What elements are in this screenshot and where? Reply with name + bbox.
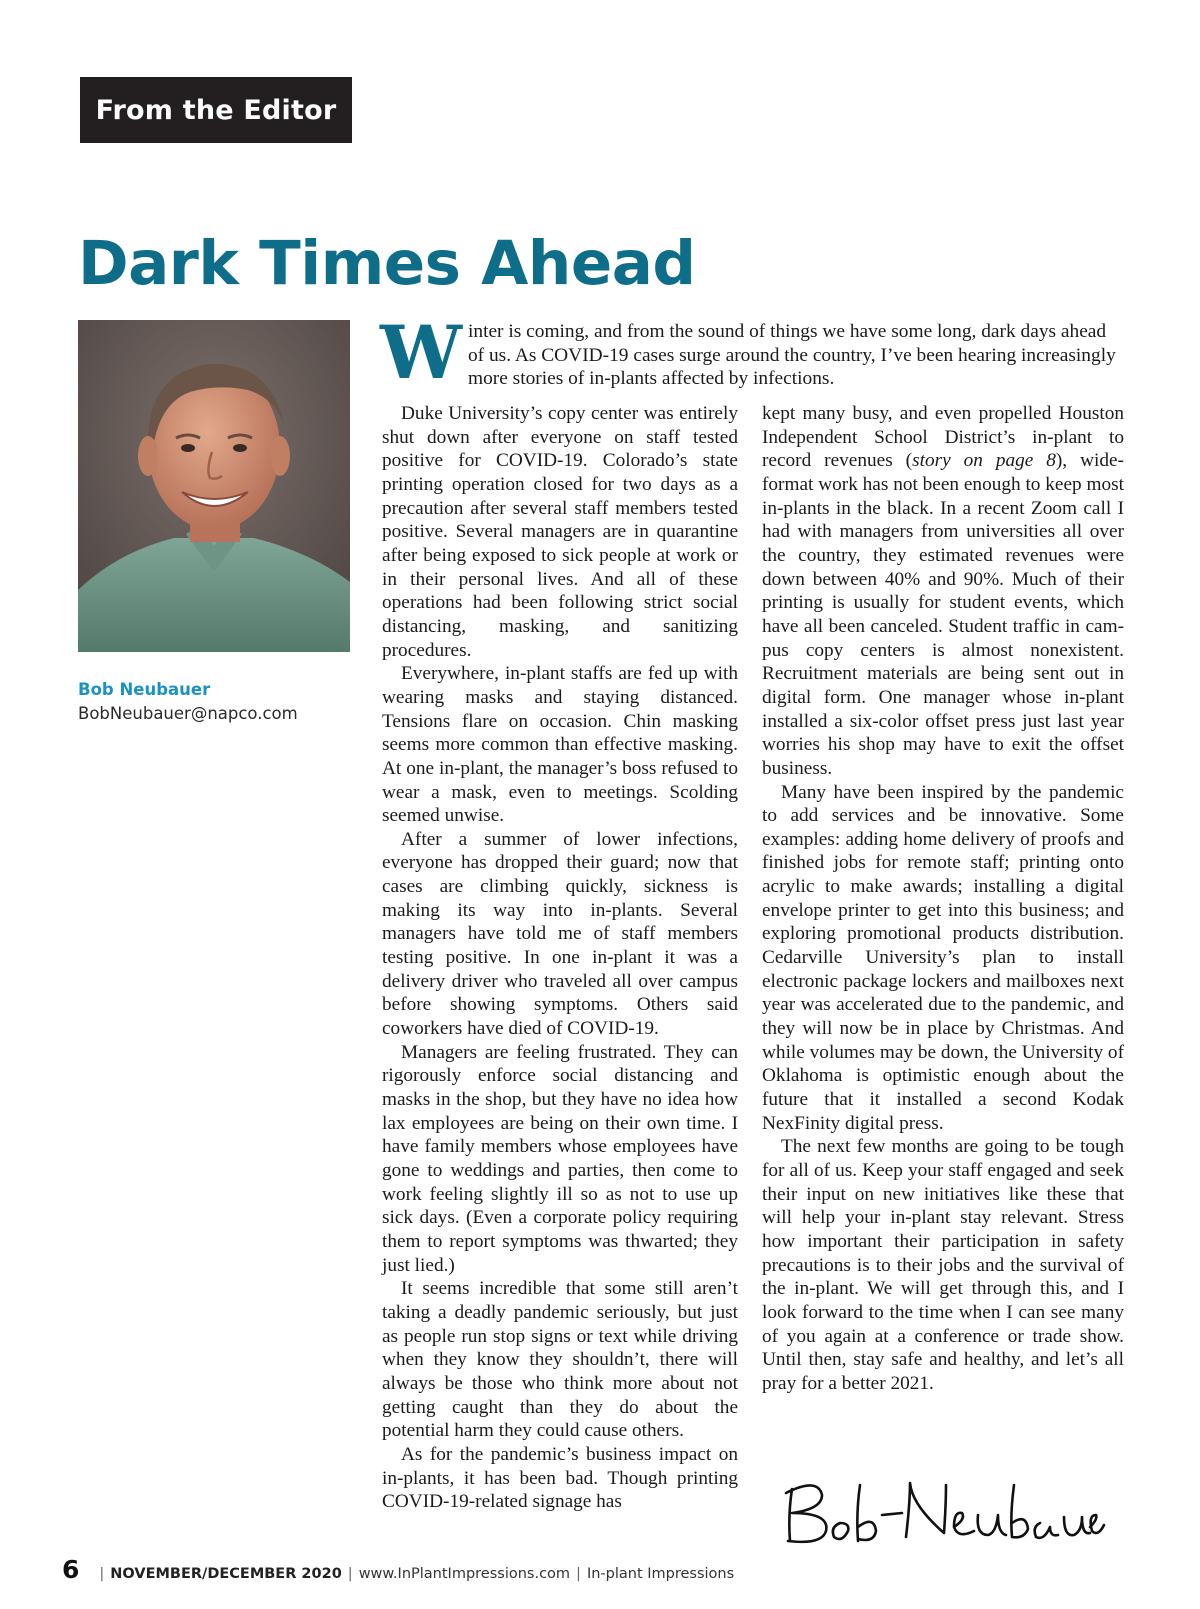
handwritten-signature: [778, 1475, 1108, 1555]
paragraph: After a summer of lower infections, everyone has dropped their guard; now that cases are climbing quickly, sickness is making its way into in-plants. Several managers have told me of staff members testing positive. In one in-plant it was a delivery driver who traveled all over campus before showing symptoms. Others said coworkers have died of COVID-19.: [382, 828, 738, 1040]
author-email: BobNeubauer@napco.com: [78, 704, 298, 723]
author-name: Bob Neubauer: [78, 680, 211, 699]
page-footer: [62, 1555, 734, 1584]
issue-date: NOVEMBER/DECEMBER 2020: [110, 1566, 342, 1582]
paragraph: Managers are feeling frustrated. They can rigorously enforce social distancing and masks in the shop, but they have no idea how lax employees are being on their own time. I have family members whose employees have gone to weddings and parties, then come to work feeling slightly ill so as not to use up sick days. (Even a corporate policy requiring them to report symptoms was thwarted; they just lied.): [382, 1041, 738, 1276]
paragraph-continued: kept many busy, and even propelled Houston Independent School District’s in-plant to record revenues (story on page 8), wide-format work has not been enough to keep most in-plants in the black. In a recent Zoom call I had with managers from universities all over the country, they estimated revenues were down between 40% and 90%. Much of their printing is usually for student events, which have all been canceled. Student traffic in campus copy centers is almost nonexistent. Recruitment materials are being sent out in digital form. One manager whose in-plant installed a six-color offset press just last year worries his shop may have to exit the offset business.: [762, 403, 1124, 779]
author-byline: [78, 678, 298, 726]
publication-name: In-plant Impressions: [586, 1566, 735, 1582]
drop-cap: W: [380, 310, 462, 396]
divider: |: [347, 1566, 353, 1582]
article-title: Dark Times Ahead: [78, 228, 696, 299]
divider: |: [99, 1566, 105, 1582]
body-column-2: [762, 402, 1124, 1396]
paragraph: Duke University’s copy center was entirely shut down after everyone on staff tested positive for COVID-19. Colorado’s state printing operation closed for two days as a precaution after several staff members tested positive. Several managers are in quarantine after being exposed to sick people at work or in their personal lives. And all of these operations had been following strict social distancing, masking, and sanitizing procedures.: [382, 403, 738, 661]
paragraph: Many have been inspired by the pandemic to add services and be innovative. Some examples: adding home delivery of proofs and finished jobs for remote staff; printing onto acrylic to make awards; installing a digital envelope printer to get into this business; and exploring promotional products distribution. Cedarville University’s plan to install electronic package lockers and mailboxes next year was accelerated due to the pandemic, and they will now be in place by Christmas. And while volumes may be down, the University of Oklahoma is optimistic enough about the future that it installed a second Kodak NexFinity digital press.: [762, 781, 1124, 1134]
paragraph: Everywhere, in-plant staffs are fed up with wearing masks and staying distanced. Tensions flare on occasion. Chin masking seems more common than effective masking. At one in-plant, the manager’s boss refused to wear a mask, even to meetings. Scolding seemed unwise.: [382, 663, 738, 827]
paragraph: It seems incredible that some still aren’t taking a deadly pandemic seriously, but just as people run stop signs or text while driving when they know they shouldn’t, there will always be those who think more about not getting caught than they do about the potential harm they could cause others.: [382, 1278, 738, 1442]
section-label: From the Editor: [80, 77, 352, 143]
article-lede: [380, 310, 1116, 396]
paragraph: The next few months are going to be tough for all of us. Keep your staff engaged and seek their input on new initiatives like these that will help your in-plant stay relevant. Stress how important their participation in safety precautions is to their jobs and the survival of the in-plant. We will get through this, and I look forward to the time when I can see many of you again at a conference or trade show. Until then, stay safe and healthy, and let’s all pray for a better 2021.: [762, 1136, 1124, 1394]
paragraph: As for the pandemic’s business impact on in-plants, it has been bad. Though printing COVID-19-related signage has: [382, 1443, 738, 1513]
page-number: 6: [62, 1555, 80, 1584]
body-column-1: [382, 402, 738, 1514]
page-reference: story on page 8: [912, 450, 1056, 472]
website-link[interactable]: www.InPlantImpressions.com: [358, 1566, 571, 1582]
author-photo: [78, 320, 350, 652]
lede-text: inter is coming, and from the sound of things we have some long, dark days ahead of us. As COVID-19 cases surge around the country, I’ve been hearing increasingly more stories of in-plants affected by infections.: [467, 321, 1116, 390]
divider: |: [576, 1566, 581, 1582]
